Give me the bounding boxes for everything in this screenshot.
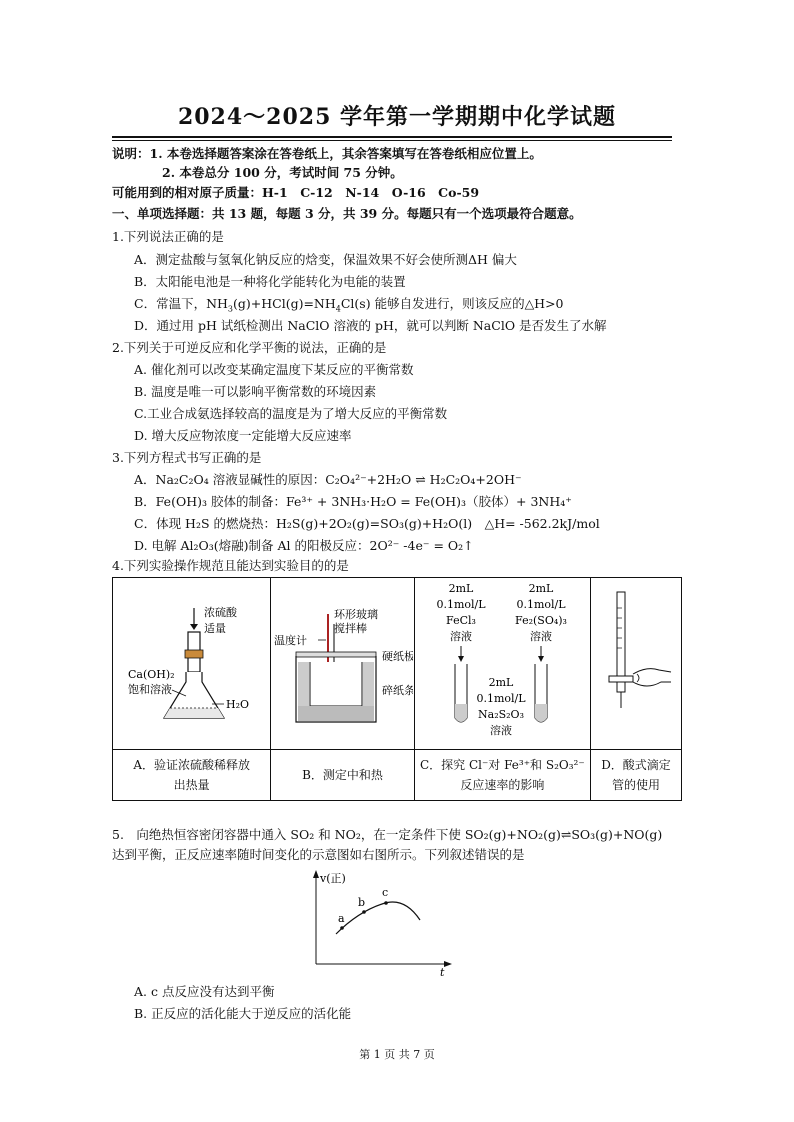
fig-d-caption: D．酸式滴定 管的使用 xyxy=(591,750,682,801)
page-title: 2024～2025 学年第一学期期中化学试题 xyxy=(177,104,617,130)
q4-experiment-table xyxy=(112,577,682,801)
q2-stem: 2.下列关于可逆反应和化学平衡的说法，正确的是 xyxy=(112,340,387,355)
section-heading: 一、单项选择题：共 13 题，每题 3 分，共 39 分。每题只有一个选项最符合题意。 xyxy=(112,206,582,221)
fig-d-cell xyxy=(591,578,682,750)
q3-option-d: D. 电解 Al₂O₃(熔融)制备 Al 的阳极反应：2O²⁻ -4e⁻ = O₂↑ xyxy=(134,538,474,553)
fig-c-label-2b: 0.1mol/L xyxy=(516,598,566,611)
graph-point-b: b xyxy=(358,896,366,909)
graph-point-c: c xyxy=(382,886,389,899)
q3-option-b: B．Fe(OH)₃ 胶体的制备：Fe³⁺ + 3NH₃·H₂O = Fe(OH)₃（胶体）+ 3NH₄⁺ xyxy=(134,494,572,509)
fig-d-burette xyxy=(591,578,681,746)
fig-c-label-1a: 2mL xyxy=(448,582,474,595)
q1-option-a: A．测定盐酸与氢氧化钠反应的焓变，保温效果不好会使所测ΔH 偏大 xyxy=(134,252,517,267)
title-rule-thin xyxy=(112,140,672,141)
fig-c-label-3d: 溶液 xyxy=(490,724,513,737)
fig-a-caption: A．验证浓硫酸稀释放 出热量 xyxy=(113,750,271,801)
fig-c-label-1d: 溶液 xyxy=(450,630,473,643)
fig-c-label-2a: 2mL xyxy=(528,582,554,595)
atomic-masses: 可能用到的相对原子质量：H-1 C-12 N-14 O-16 Co-59 xyxy=(112,185,480,200)
fig-c-label-3b: 0.1mol/L xyxy=(476,692,526,705)
fig-a-amount-label: 适量 xyxy=(203,622,226,635)
fig-c-cell xyxy=(414,578,590,750)
q3-option-a: A．Na₂C₂O₄ 溶液显碱性的原因：C₂O₄²⁻+2H₂O ⇌ H₂C₂O₄+2OH⁻ xyxy=(134,472,522,487)
q2-option-d: D. 增大反应物浓度一定能增大反应速率 xyxy=(134,428,352,443)
fig-a-water-label: H₂O xyxy=(225,698,249,711)
q1-option-b: B．太阳能电池是一种将化学能转化为电能的装置 xyxy=(134,274,406,289)
q2-option-c: C.工业合成氨选择较高的温度是为了增大反应的平衡常数 xyxy=(134,406,448,421)
fig-c-label-1c: FeCl₃ xyxy=(446,614,477,627)
page-footer: 第 1 页 共 7 页 xyxy=(359,1048,435,1061)
q1-option-d: D．通过用 pH 试纸检测出 NaClO 溶液的 pH，就可以判断 NaClO 是否发生了水解 xyxy=(134,318,607,333)
fig-b-calorimeter xyxy=(272,578,413,746)
fig-c-caption: C．探究 Cl⁻对 Fe³⁺和 S₂O₃²⁻ 反应速率的影响 xyxy=(414,750,590,801)
note-1: 说明：1. 本卷选择题答案涂在答卷纸上，其余答案填写在答卷纸相应位置上。 xyxy=(112,146,542,161)
q3-option-c: C．体现 H₂S 的燃烧热：H₂S(g)+2O₂(g)=SO₃(g)+H₂O(l) △H= -562.2kJ/mol xyxy=(134,516,600,531)
fig-b-thermometer-label: 温度计 xyxy=(273,634,307,647)
fig-c-label-2c: Fe₂(SO₄)₃ xyxy=(515,614,568,627)
fig-b-paper-label: 碎纸条 xyxy=(381,684,413,697)
q5-rate-graph xyxy=(302,866,462,978)
q3-stem: 3.下列方程式书写正确的是 xyxy=(112,450,262,465)
fig-a-flask xyxy=(114,578,270,746)
fig-b-board-label: 硬纸板 xyxy=(381,650,413,663)
q5-option-b: B. 正反应的活化能大于逆反应的活化能 xyxy=(134,1006,352,1021)
fig-b-cell xyxy=(271,578,414,750)
fig-c-label-1b: 0.1mol/L xyxy=(436,598,486,611)
q5-option-a: A. c 点反应没有达到平衡 xyxy=(134,984,275,999)
q1-option-c: C．常温下，$NH_3(g)+HCl(g)=NH_4Cl(s)$ 能够自发进行，则该反应的△H>0 xyxy=(134,296,564,314)
graph-point-a: a xyxy=(338,912,345,925)
title-rule xyxy=(112,136,672,138)
q2-option-b: B. 温度是唯一可以影响平衡常数的环境因素 xyxy=(134,384,377,399)
fig-c-test-tubes xyxy=(415,578,589,746)
fig-b-caption: B．测定中和热 xyxy=(271,750,414,801)
graph-x-label: t xyxy=(440,966,445,978)
fig-b-stirrer-label-2: 搅拌棒 xyxy=(333,622,367,635)
note-2: 2. 本卷总分 100 分，考试时间 75 分钟。 xyxy=(162,165,403,180)
q5-stem-1: 5. 向绝热恒容密闭容器中通入 SO₂ 和 NO₂，在一定条件下使 SO₂(g)+NO₂(g)⇌SO₃(g)+NO(g) xyxy=(112,827,663,842)
fig-a-solution-label-1: Ca(OH)₂ xyxy=(127,668,175,681)
fig-c-label-2d: 溶液 xyxy=(530,630,553,643)
graph-y-label: v(正) xyxy=(320,872,346,885)
fig-a-cell xyxy=(113,578,271,750)
fig-c-label-3c: Na₂S₂O₃ xyxy=(478,708,525,721)
q5-stem-2: 达到平衡，正反应速率随时间变化的示意图如右图所示。下列叙述错误的是 xyxy=(112,847,525,862)
q4-stem: 4.下列实验操作规范且能达到实验目的的是 xyxy=(112,558,349,573)
fig-c-label-3a: 2mL xyxy=(488,676,514,689)
fig-b-stirrer-label-1: 环形玻璃 xyxy=(333,608,378,621)
q2-option-a: A. 催化剂可以改变某确定温度下某反应的平衡常数 xyxy=(134,362,414,377)
fig-a-acid-label: 浓硫酸 xyxy=(203,606,237,619)
q1-stem: 1.下列说法正确的是 xyxy=(112,229,224,244)
fig-a-solution-label-2: 饱和溶液 xyxy=(127,683,172,696)
